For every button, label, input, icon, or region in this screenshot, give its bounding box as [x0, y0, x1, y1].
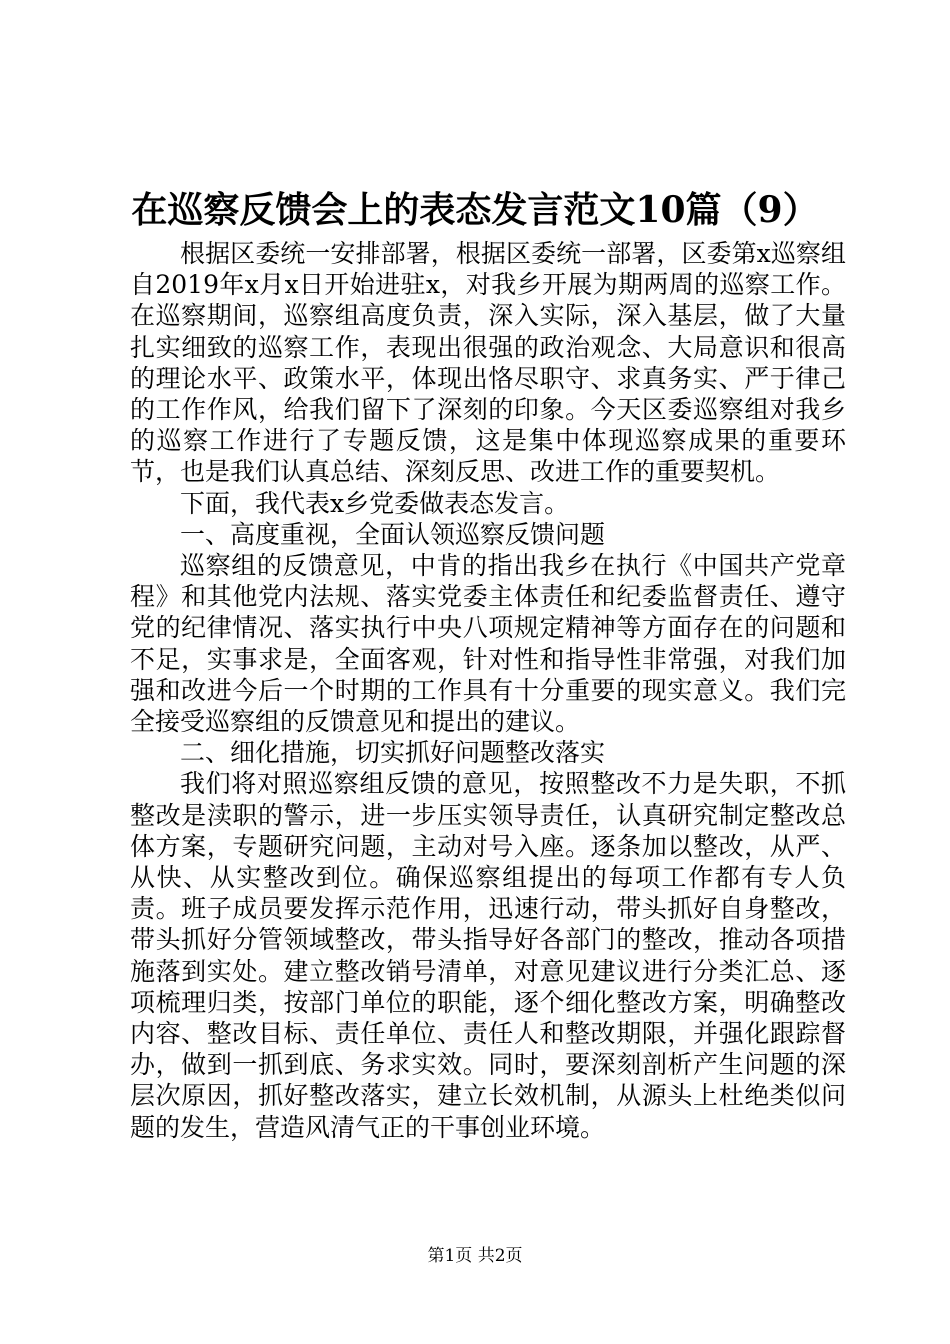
- paragraph-statement: 下面，我代表x乡党委做表态发言。: [180, 488, 570, 518]
- paragraph-intro: 根据区委统一安排部署，根据区委统一部署，区委第x巡察组自2019年x月x日开始进驻x，对我乡开展为期两周的巡察工作。在巡察期间，巡察组高度负责，深入实际，深入基层，做了大量扎实细致的巡察工作，表现出很强的政治观念、大局意识和很高的理论水平、政策水平，体现出恪尽职守、求真务实、严于律己的工作作风，给我们留下了深刻的印象。今天区委巡察组对我乡的巡察工作进行了专题反馈，这是集中体现巡察成果的重要环节，也是我们认真总结、深刻反思、改进工作的重要契机。: [130, 239, 846, 487]
- document-body: [130, 238, 846, 1143]
- section-heading-1: 一、高度重视，全面认领巡察反馈问题: [180, 519, 606, 549]
- section-heading-2: 二、细化措施，切实抓好问题整改落实: [180, 738, 606, 768]
- page-number-footer: 第1页 共2页: [427, 1246, 523, 1266]
- paragraph-section-1: 巡察组的反馈意见，中肯的指出我乡在执行《中国共产党章程》和其他党内法规、落实党委主体责任和纪委监督责任、遵守党的纪律情况、落实执行中央八项规定精神等方面存在的问题和不足，实事求是，全面客观，针对性和指导性非常强，对我们加强和改进今后一个时期的工作具有十分重要的现实意义。我们完全接受巡察组的反馈意见和提出的建议。: [130, 551, 846, 737]
- document-title: 在巡察反馈会上的表态发言范文10篇（9）: [131, 189, 819, 231]
- paragraph-section-2: 我们将对照巡察组反馈的意见，按照整改不力是失职，不抓整改是渎职的警示，进一步压实领导责任，认真研究制定整改总体方案，专题研究问题，主动对号入座。逐条加以整改，从严、从快、从实整改到位。确保巡察组提出的每项工作都有专人负责。班子成员要发挥示范作用，迅速行动，带头抓好自身整改，带头抓好分管领域整改，带头指导好各部门的整改，推动各项措施落到实处。建立整改销号清单，对意见建议进行分类汇总、逐项梳理归类，按部门单位的职能，逐个细化整改方案，明确整改内容、整改目标、责任单位、责任人和整改期限，并强化跟踪督办，做到一抓到底、务求实效。同时，要深刻剖析产生问题的深层次原因，抓好整改落实，建立长效机制，从源头上杜绝类似问题的发生，营造风清气正的干事创业环境。: [130, 769, 846, 1142]
